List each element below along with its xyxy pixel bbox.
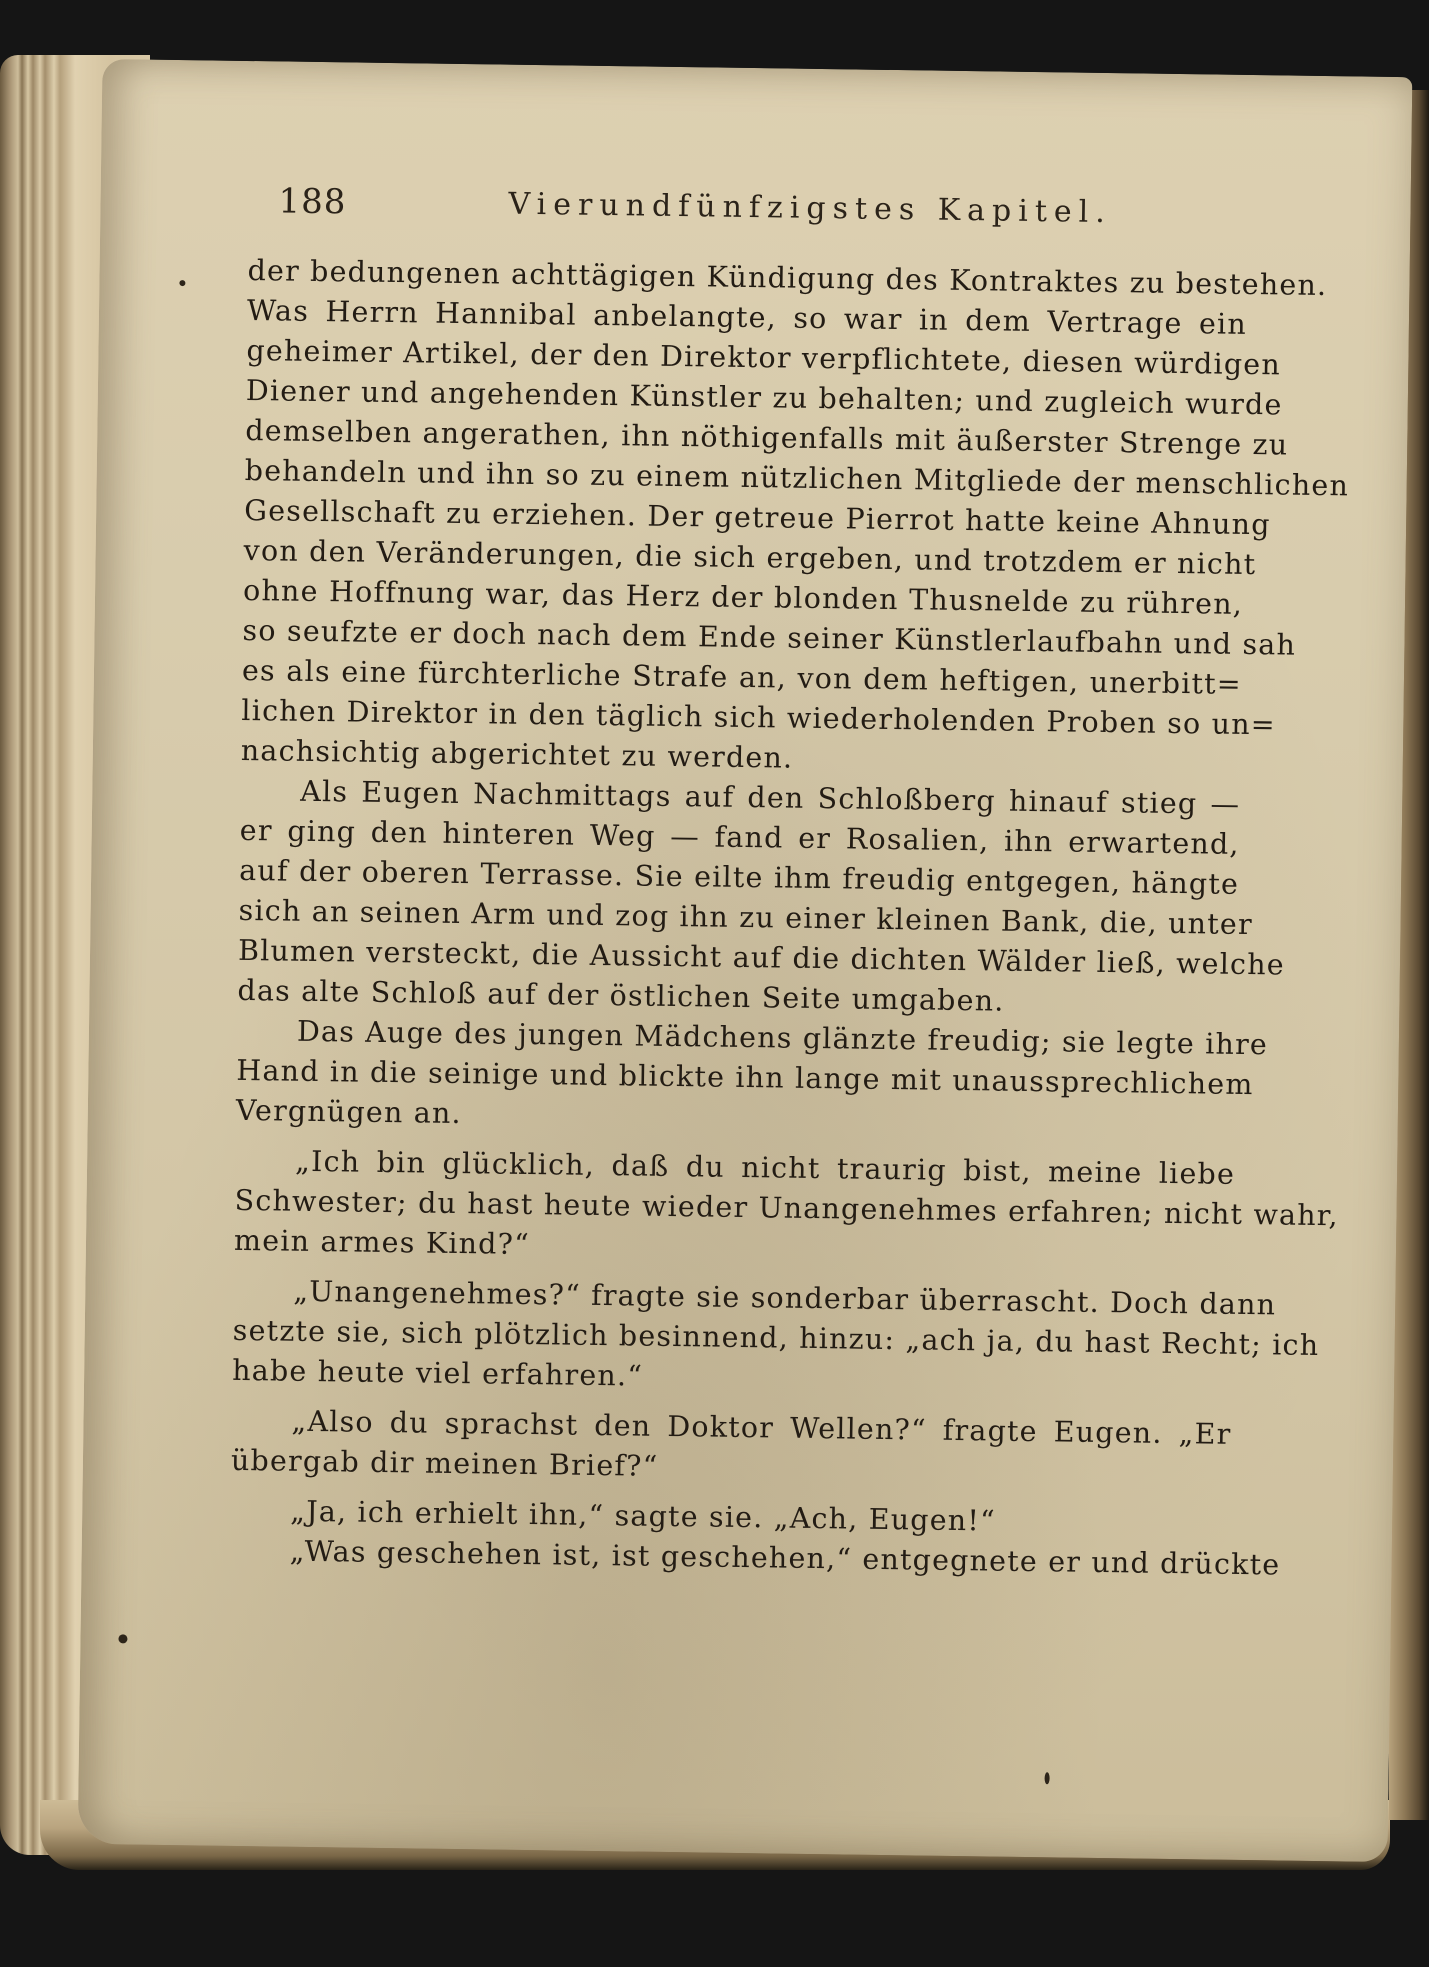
text-line: auf der oberen Terrasse. Sie eilte ihm freudig entgegen, hängte [238, 853, 1240, 901]
text-line: Vergnügen an. [235, 1093, 463, 1131]
text-line: setzte sie, sich plötzlich besinnend, hinzu: „ach ja, du hast Recht; ich [232, 1313, 1320, 1363]
text-line: übergab dir meinen Brief?“ [230, 1443, 659, 1483]
text-line: „Ich bin glücklich, daß du nicht traurig bist, meine liebe [294, 1144, 1236, 1191]
text-line: „Was geschehen ist, ist geschehen,“ entgegnete er und drückte [289, 1534, 1281, 1582]
text-line: Diener und angehenden Künstler zu behalten; und zugleich wurde [245, 373, 1283, 422]
text-line: habe heute viel erfahren.“ [231, 1353, 644, 1393]
text-line: Blumen versteckt, die Aussicht auf die dichten Wälder ließ, welche [237, 933, 1286, 982]
text-line: ohne Hoffnung war, das Herz der blonden Thusnelde zu rühren, [242, 573, 1244, 621]
text-line: er ging den hinteren Weg — fand er Rosalien, ihn erwartend, [239, 813, 1240, 861]
text-line: sich an seinen Arm und zog ihn zu einer kleinen Bank, die, unter [238, 893, 1254, 942]
text-line: nachsichtig abgerichtet zu werden. [240, 733, 794, 775]
text-line: „Also du sprachst den Doktor Wellen?“ fragte Eugen. „Er [291, 1404, 1232, 1451]
book-page [78, 59, 1413, 1862]
text-line: Das Auge des jungen Mädchens glänzte freudig; sie legte ihre [296, 1014, 1269, 1062]
text-line: der bedungenen achttägigen Kündigung des Kontraktes zu bestehen. [247, 253, 1328, 303]
text-line: Was Herrn Hannibal anbelangte, so war in dem Vertrage ein [246, 293, 1248, 341]
ink-speck [179, 280, 185, 286]
text-line: es als eine fürchterliche Strafe an, von dem heftigen, unerbitt= [241, 653, 1243, 701]
text-line: das alte Schloß auf der östlichen Seite umgaben. [237, 973, 1005, 1018]
text-line: von den Veränderungen, die sich ergeben, und trotzdem er nicht [243, 533, 1257, 582]
text-line: behandeln und ihn so zu einem nützlichen Mitgliede der menschlichen [244, 453, 1350, 503]
ink-speck [118, 1634, 127, 1643]
text-line: „Unangenehmes?“ fragte sie sonderbar überrascht. Doch dann [293, 1274, 1277, 1322]
text-line: Hand in die seinige und blickte ihn lange mit unaussprechlichem [236, 1053, 1254, 1102]
ink-speck [1045, 1772, 1050, 1784]
text-line: Schwester; du hast heute wieder Unangenehmes erfahren; nicht wahr, [234, 1183, 1340, 1233]
body-text [229, 251, 1350, 1585]
text-line: demselben angerathen, ihn nöthigenfalls mit äußerster Strenge zu [245, 413, 1289, 462]
text-line: „Ja, ich erhielt ihn,“ sagte sie. „Ach, Eugen!“ [290, 1494, 996, 1538]
page-number: 188 [278, 181, 347, 223]
text-line: so seufzte er doch nach dem Ende seiner Künstlerlaufbahn und sah [242, 613, 1297, 662]
chapter-title: Vierundfünfzigstes Kapitel. [508, 186, 1113, 231]
text-line: Als Eugen Nachmittags auf den Schloßberg hinauf stieg — [300, 774, 1241, 821]
text-line: geheimer Artikel, der den Direktor verpflichtete, diesen würdigen [246, 333, 1282, 382]
text-line: mein armes Kind?“ [233, 1223, 531, 1262]
text-line: lichen Direktor in den täglich sich wiederholenden Proben so un= [241, 693, 1277, 742]
running-head [278, 181, 1159, 253]
text-line: Gesellschaft zu erziehen. Der getreue Pierrot hatte keine Ahnung [244, 493, 1271, 542]
